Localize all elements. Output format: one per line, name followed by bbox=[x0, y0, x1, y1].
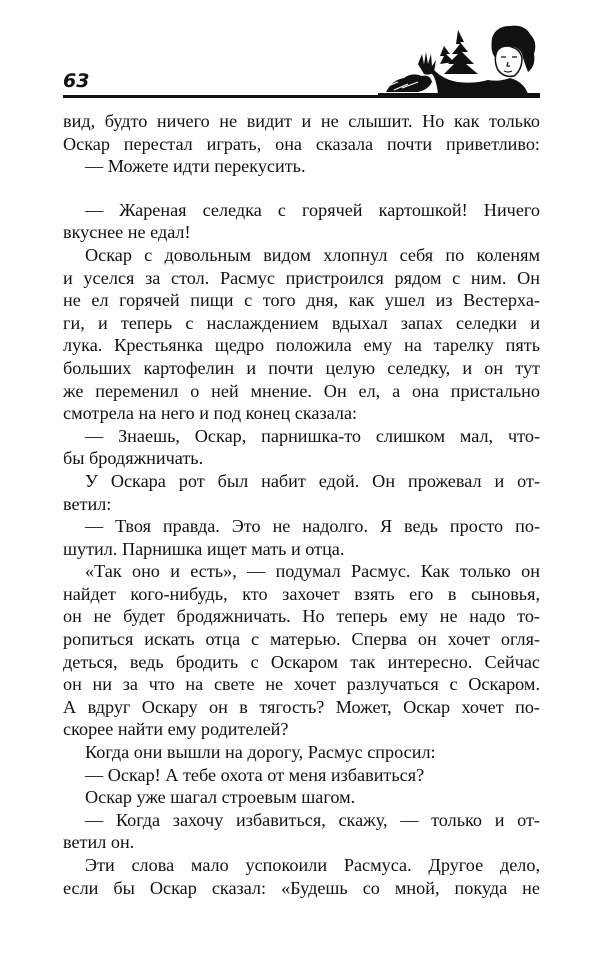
text-line: он ни за что на свете не хочет разлучаться с Оскаром. bbox=[63, 674, 540, 695]
text-line: шутил. Парнишка ищет мать и отца. bbox=[63, 538, 345, 559]
text-line: Когда они вышли на дорогу, Расмус спросил: bbox=[85, 742, 436, 763]
text-line: А вдруг Оскару он в тягость? Может, Оскар хочет по- bbox=[63, 696, 540, 717]
section-gap bbox=[63, 178, 540, 199]
page-body-text bbox=[63, 110, 540, 899]
text-line: скорее найти ему родителей? bbox=[63, 719, 289, 740]
text-line: же переменил о ней мнение. Он ел, а она пристально bbox=[63, 380, 540, 401]
text-line: не ел горячей пищи с того дня, как ушел из Вестерха- bbox=[63, 290, 540, 311]
text-line: вид, будто ничего не видит и не слышит. Но как только bbox=[63, 111, 540, 131]
text-line: — Твоя правда. Это не надолго. Я ведь просто по- bbox=[85, 516, 540, 537]
text-line: ропиться искать отца с матерью. Сперва он хочет огля- bbox=[63, 629, 540, 650]
text-line: «Так оно и есть», — подумал Расмус. Как только он bbox=[85, 561, 540, 582]
text-line: лука. Крестьянка щедро положила ему на тарелку пять bbox=[63, 335, 540, 356]
text-line: — Знаешь, Оскар, парнишка-то слишком мал, что- bbox=[85, 425, 540, 446]
text-line: вкуснее не едал! bbox=[63, 222, 191, 243]
text-line: ги, и теперь с наслаждением вдыхал запах селедки и bbox=[63, 312, 540, 333]
text-line: и уселся за стол. Расмус пристроился рядом с ним. Он bbox=[63, 267, 540, 288]
text-line: если бы Оскар сказал: «Будешь со мной, покуда не bbox=[63, 877, 540, 898]
text-line: ветил: bbox=[63, 493, 112, 514]
text-line: — Оскар! А тебе охота от меня избавиться? bbox=[85, 764, 425, 785]
text-line: ветил он. bbox=[63, 832, 135, 853]
text-line: — Когда захочу избавиться, скажу, — только и от- bbox=[85, 809, 540, 830]
text-line: Оскар перестал играть, она сказала почти приветливо: bbox=[63, 133, 540, 154]
text-line: найдет кого-нибудь, кто захочет взять его в сыновья, bbox=[63, 583, 540, 604]
header-rule bbox=[63, 95, 540, 98]
text-line: — Жареная селедка с горячей картошкой! Ничего bbox=[85, 199, 540, 220]
text-line: бы бродяжничать. bbox=[63, 448, 204, 469]
text-line: больших картофелин и почти целую селедку, и он тут bbox=[63, 357, 540, 378]
text-line: он не будет бродяжничать. Но теперь ему не надо то- bbox=[63, 606, 540, 627]
text-line: Оскар с довольным видом хлопнул себя по коленям bbox=[85, 244, 540, 265]
text-line: Оскар уже шагал строевым шагом. bbox=[85, 787, 356, 808]
text-line: Эти слова мало успокоили Расмуса. Другое дело, bbox=[85, 855, 540, 875]
text-line: смотрела на него и под конец сказала: bbox=[63, 403, 358, 424]
page-number: 63 bbox=[63, 70, 90, 92]
text-line: У Оскара рот был набит едой. Он прожевал и от- bbox=[85, 470, 540, 491]
text-line: — Можете идти перекусить. bbox=[85, 156, 306, 177]
boy-with-trees-illustration-icon bbox=[378, 24, 540, 96]
text-line: деться, ведь бродить с Оскаром так интересно. Сейчас bbox=[63, 651, 540, 672]
